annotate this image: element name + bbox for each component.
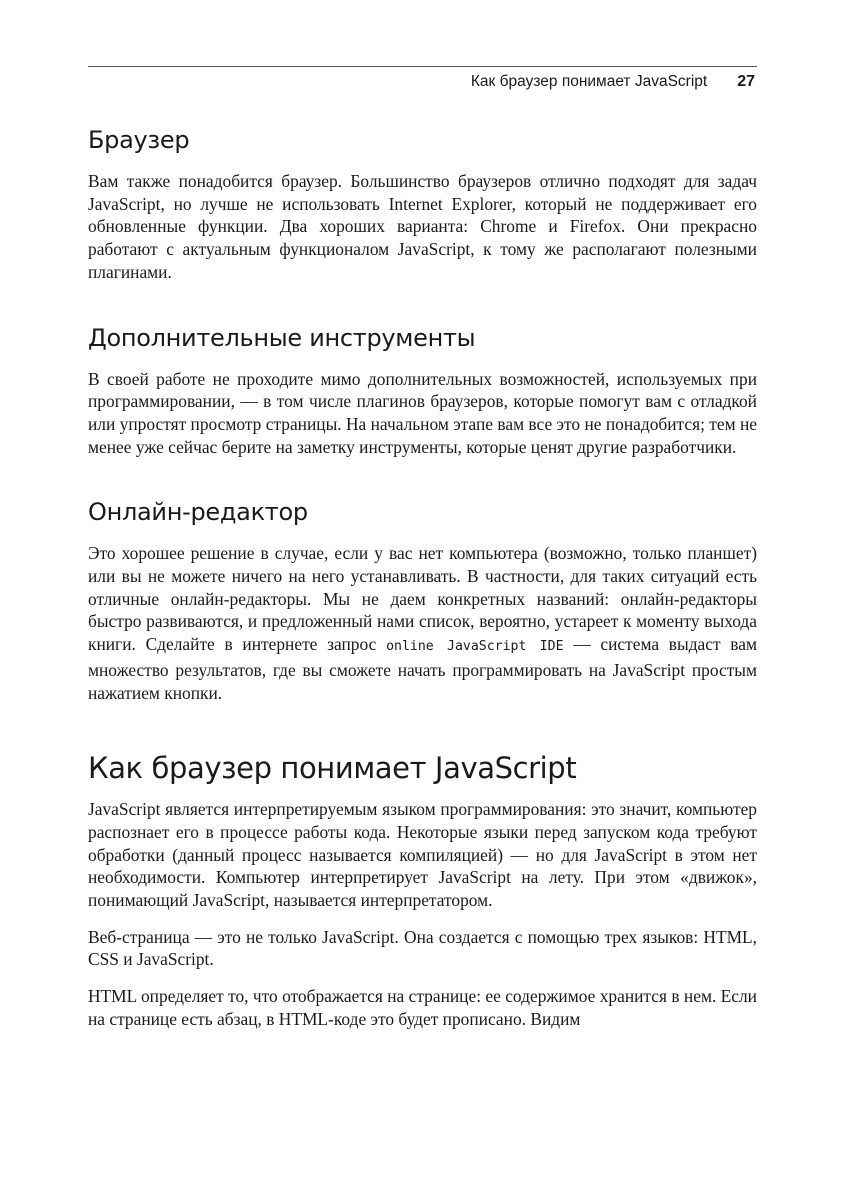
book-page (88, 0, 757, 1200)
paragraph-text: Это хорошее решение в случае, если у вас нет компьютера (возможно, только планшет) или вы не можете ничего на него устанавливать. В частности, для таких ситуаций есть отличные онлайн-редакторы. Мы не даем конкретных названий: онлайн-редакторы быстро развиваются, и предложенный нами список, вероятно, устареет к моменту выхода книги. Сделайте в интернете запрос (88, 543, 757, 655)
header-content (471, 73, 755, 91)
inline-code: online JavaScript IDE (386, 639, 564, 655)
paragraph-html: HTML определяет то, что отображается на странице: ее содержимое хранится в нем. Если на странице есть абзац, в HTML-коде это будет прописано. Видим (88, 986, 757, 1029)
section-title-browser: Браузер (88, 126, 190, 154)
page-header (88, 66, 757, 90)
paragraph-tools: В своей работе не проходите мимо дополнительных возможностей, используемых при программировании, — в том числе плагинов браузеров, которые помогут вам с отладкой или упростят просмотр страницы. На начальном этапе вам все это не понадобится; тем не менее уже сейчас берите на заметку инструменты, которые ценят другие разработчики. (88, 368, 757, 457)
paragraph-web-page: Веб-страница — это не только JavaScript. Она создается с помощью трех языков: HTML, CSS и JavaScript. (88, 926, 757, 970)
chapter-title-how-browser: Как браузер понимает JavaScript (88, 751, 577, 786)
page-content (88, 124, 757, 1031)
page-number: 27 (737, 73, 755, 90)
running-title: Как браузер понимает JavaScript (470, 73, 708, 90)
section-title-tools: Дополнительные инструменты (88, 323, 476, 352)
paragraph-online-editor (88, 542, 757, 704)
paragraph-browser: Вам также понадобится браузер. Большинство браузеров отлично подходят для задач JavaScript, но лучше не использовать Internet Explorer, который не поддерживает его обновленные функции. Два хороших варианта: Chrome и Firefox. Они прекрасно работают с актуальным функционалом JavaScript, к тому же располагают полезными плагинами. (88, 171, 757, 282)
paragraph-interpretation: JavaScript является интерпретируемым языком программирования: это значит, компьютер распознает его в процессе работы кода. Некоторые языки перед запуском кода требуют обработки (данный процесс называется компиляцией) — но для JavaScript в этом нет необходимости. Компьютер интерпретирует JavaScript на лету. При этом «движок», понимающий JavaScript, называется интерпретатором. (88, 799, 757, 911)
section-title-online-editor: Онлайн-редактор (88, 498, 308, 527)
paragraph-text: — система выдаст вам множество результатов, где вы сможете начать программировать на JavaScript простым нажатием кнопки. (88, 634, 758, 703)
